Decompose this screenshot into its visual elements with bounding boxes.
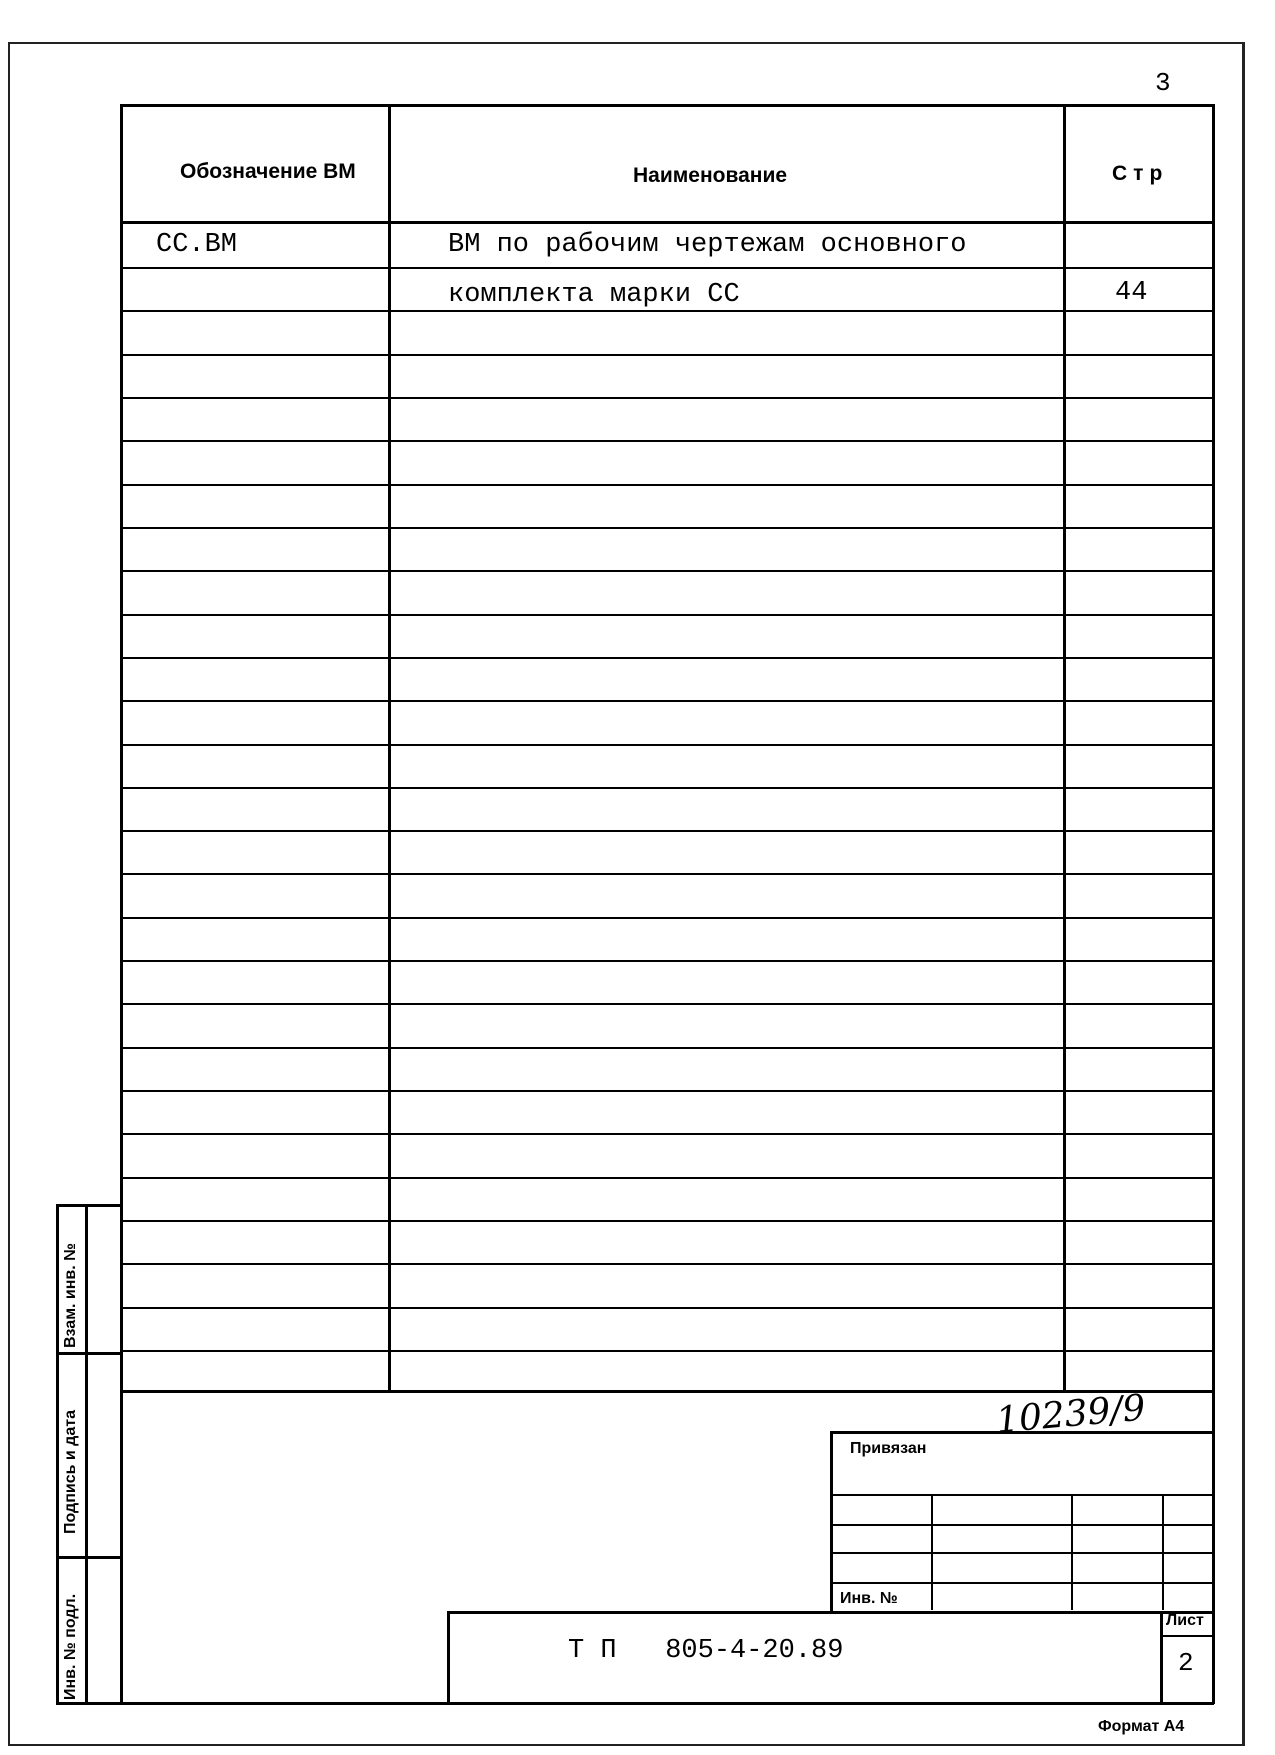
- row-rule: [120, 960, 1214, 962]
- row-rule: [120, 397, 1214, 399]
- row-rule: [120, 1263, 1214, 1265]
- sheet-number: 2: [1178, 1648, 1194, 1678]
- row-rule: [120, 1047, 1214, 1049]
- row-rule: [120, 527, 1214, 529]
- row-rule: [120, 873, 1214, 875]
- inv-no-label: Инв. №: [840, 1590, 898, 1607]
- header-name: Наименование: [633, 164, 788, 187]
- row-rule: [120, 1090, 1214, 1092]
- row-rule: [120, 700, 1214, 702]
- row-rule: [120, 1350, 1214, 1352]
- row-rule: [120, 484, 1214, 486]
- document-code: Т П 805-4-20.89: [568, 1636, 844, 1666]
- row-rule: [120, 830, 1214, 832]
- row-rule: [120, 1133, 1214, 1135]
- handwritten-number: 10239/9: [994, 1387, 1148, 1442]
- row-1-designation: СС.ВМ: [156, 230, 238, 260]
- stamp-replacement-inv: Взам. инв. №: [62, 1243, 79, 1348]
- sheet-label: Лист: [1166, 1612, 1204, 1629]
- row-rule: [120, 440, 1214, 442]
- stamp-original-inv: Инв. № подл.: [62, 1593, 79, 1700]
- format-label: Формат А4: [1098, 1718, 1185, 1735]
- stamp-signature-date: Подпись и дата: [62, 1410, 79, 1534]
- row-1-name: ВМ по рабочим чертежам основного: [448, 230, 967, 260]
- row-rule: [120, 1220, 1214, 1222]
- row-rule: [120, 1177, 1214, 1179]
- row-rule: [120, 1003, 1214, 1005]
- attached-label: Привязан: [850, 1440, 927, 1457]
- row-rule: [120, 1307, 1214, 1309]
- row-rule: [120, 657, 1214, 659]
- row-rule: [120, 570, 1214, 572]
- row-2-page: 44: [1115, 278, 1148, 308]
- row-2-name: комплекта марки СС: [448, 280, 740, 310]
- row-rule: [120, 787, 1214, 789]
- header-page: Стр: [1112, 162, 1169, 185]
- page-number: 3: [1155, 68, 1171, 98]
- row-rule: [120, 267, 1214, 269]
- header-designation: Обозначение ВМ: [180, 160, 356, 183]
- row-rule: [120, 614, 1214, 616]
- row-rule: [120, 917, 1214, 919]
- row-rule: [120, 744, 1214, 746]
- row-rule: [120, 354, 1214, 356]
- row-rule: [120, 310, 1214, 312]
